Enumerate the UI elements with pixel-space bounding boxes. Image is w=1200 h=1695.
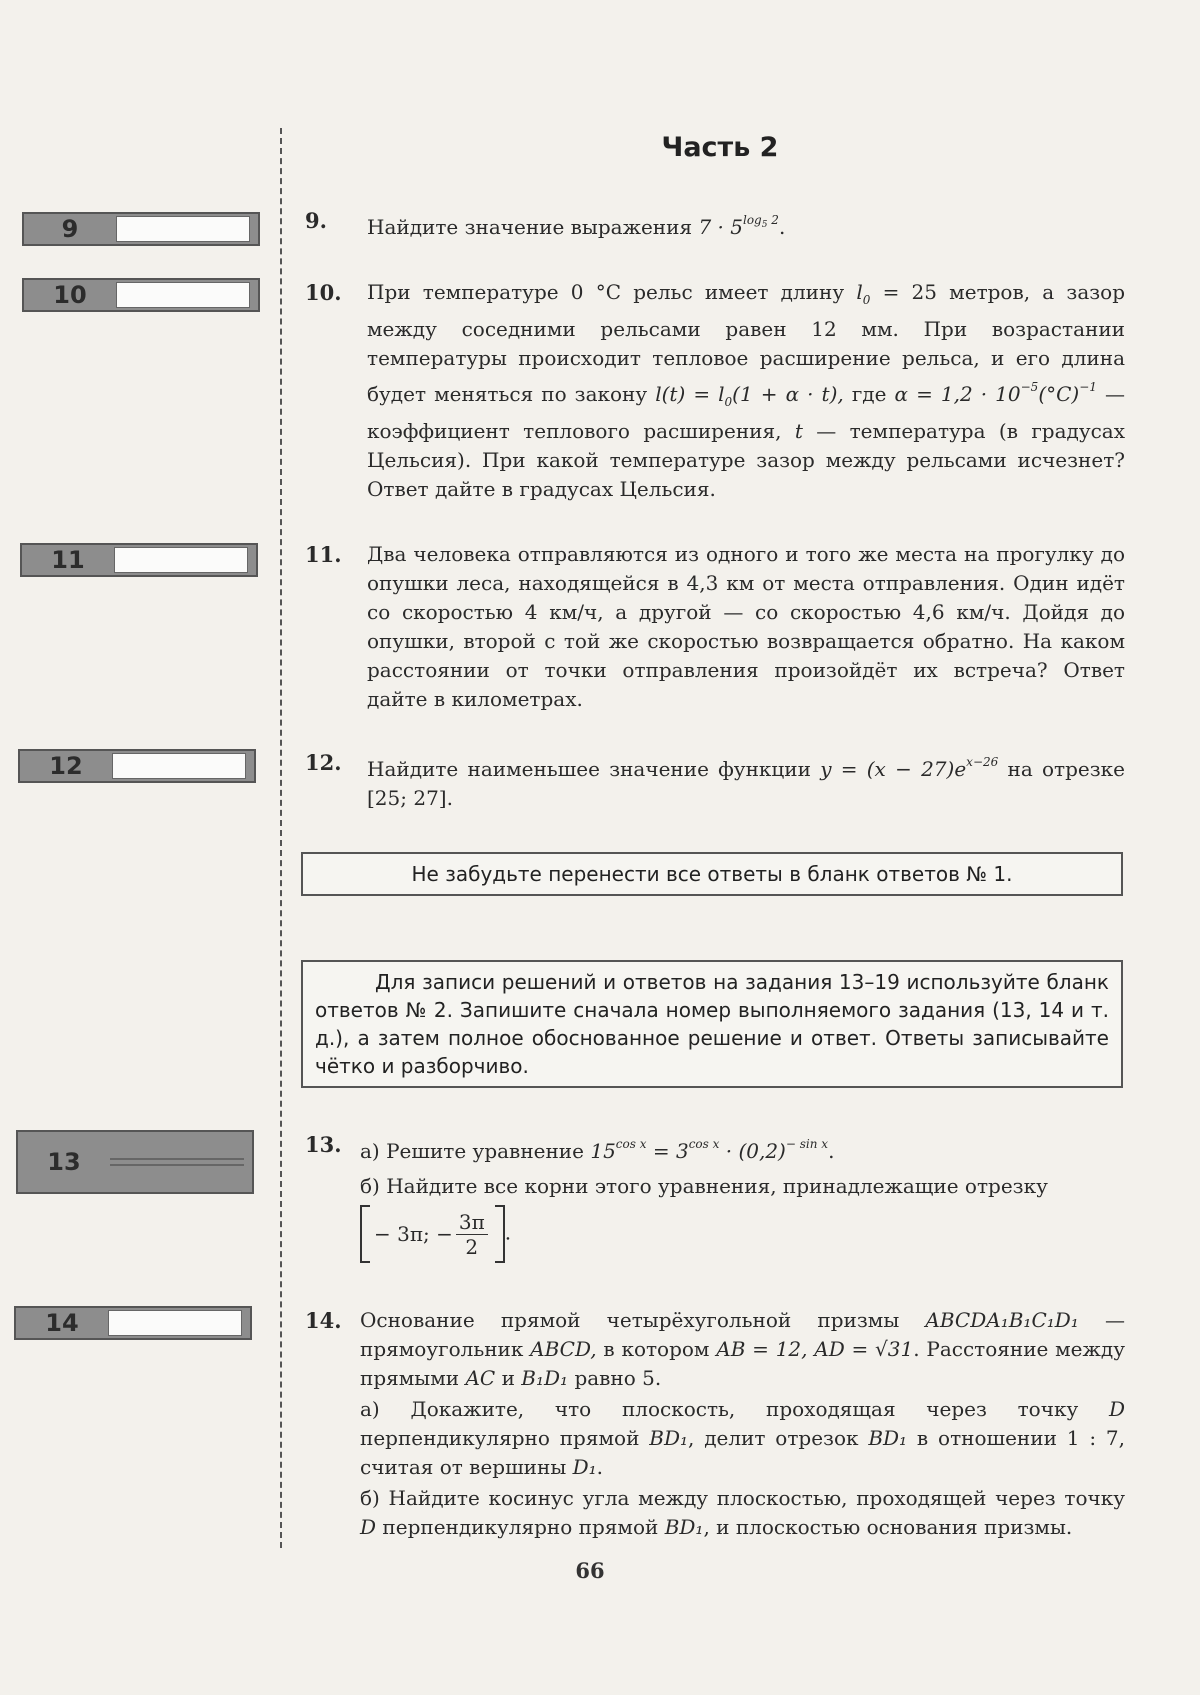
expression: $7 \cdot 5^{log_5 2}$ xyxy=(698,213,779,239)
answer-box-number: 9 xyxy=(61,215,79,243)
answer-field-b[interactable] xyxy=(110,1164,244,1166)
task-number: 12. xyxy=(305,750,342,775)
answer-field[interactable] xyxy=(114,547,248,573)
page-number: 66 xyxy=(575,1558,605,1583)
task-10 xyxy=(305,278,1125,504)
answer-box-14 xyxy=(14,1306,252,1340)
task-number: 10. xyxy=(305,280,342,305)
task-text: Найдите значение выражения xyxy=(367,215,693,239)
answer-field[interactable] xyxy=(116,282,250,308)
task-text: Два человека отправляются из одного и того же места на прогулку до опушки леса, находящейся в 4,3 км от места отправления. Один идёт со скоростью 4 км/ч, а другой — со скоростью 4,6 км/ч. Дойдя до опушки, второй с той же скоростью возвращается обратно. На каком расстоянии от точки отправления произойдёт их встреча? Ответ дайте в километрах. xyxy=(367,542,1125,711)
task-number: 13. xyxy=(305,1132,342,1157)
task-11 xyxy=(305,540,1125,714)
page-title: Часть 2 xyxy=(661,132,779,163)
task-text xyxy=(360,1306,1125,1542)
notice-transfer-answers: Не забудьте перенести все ответы в бланк ответов № 1. xyxy=(301,852,1123,896)
answer-field[interactable] xyxy=(108,1310,242,1336)
task-text xyxy=(360,1130,1125,1263)
task-text: При температуре 0 °C рельс имеет длину $l_0 = 25$ метров, а зазор между соседними рельсами равен 12 мм. При возрастании температуры происходит тепловое расширение рельса, и его длина будет меняться по закону $l(t) = l_0(1 + \alpha \cdot t)$, где $\alpha = 1,2 \cdot 10^{-5}(^\circ C)^{-1}$ — коэффициент теплового расширения, t — температура (в градусах Цельсия). При какой температуре зазор между рельсами исчезнет? Ответ дайте в градусах Цельсия. xyxy=(367,280,1126,501)
answer-box-number: 14 xyxy=(45,1309,79,1337)
answer-box-10 xyxy=(22,278,260,312)
task-text: Найдите наименьшее значение функции $y = (x - 27)e^{x-26}$ на отрезке [25; 27]. xyxy=(367,755,1126,810)
answer-box-number: 13 xyxy=(47,1148,81,1176)
answer-box-13 xyxy=(16,1130,254,1194)
task-number: 11. xyxy=(305,542,342,567)
task-14-a: а) Докажите, что плоскость, проходящая через точку D перпендикулярно прямой BD₁, делит отрезок BD₁ в отношении 1 : 7, считая от вершины D₁. xyxy=(360,1397,1125,1479)
answer-field[interactable] xyxy=(112,753,246,779)
cut-line xyxy=(280,128,282,1548)
task-14-statement: Основание прямой четырёхугольной призмы ABCDA₁B₁C₁D₁ — прямоугольник ABCD, в котором AB = 12, AD = √31. Расстояние между прямыми AC и B₁D₁ равно 5. xyxy=(360,1308,1126,1390)
answer-box-number: 11 xyxy=(51,546,85,574)
task-13-b: б) Найдите все корни этого уравнения, принадлежащие отрезку xyxy=(360,1174,1048,1198)
notice-solutions: Для записи решений и ответов на задания 13–19 используйте бланк ответов № 2. Запишите сначала номер выполняемого задания (13, 14 и т. д.), а затем полное обоснованное решение и ответ. Ответы записывайте чётко и разборчиво. xyxy=(301,960,1123,1088)
answer-field-a[interactable] xyxy=(110,1158,244,1160)
task-13-a: а) Решите уравнение $15^{cos x} = 3^{cos x} \cdot (0,2)^{- sin x}$. xyxy=(360,1137,835,1163)
task-number: 14. xyxy=(305,1308,342,1333)
task-14 xyxy=(305,1306,1125,1544)
task-13 xyxy=(305,1130,1125,1263)
answer-field[interactable] xyxy=(116,216,250,242)
task-number: 9. xyxy=(305,208,327,233)
answer-box-number: 12 xyxy=(49,752,83,780)
answer-box-9 xyxy=(22,212,260,246)
task-14-b: б) Найдите косинус угла между плоскостью, проходящей через точку D перпендикулярно прямой BD₁, и плоскостью основания призмы. xyxy=(360,1486,1125,1539)
task-13-interval: − 3π; − $\frac{3\pi}{2}$ . xyxy=(360,1205,1125,1263)
answer-box-11 xyxy=(20,543,258,577)
task-12 xyxy=(305,748,1125,813)
answer-box-number: 10 xyxy=(53,281,87,309)
answer-box-12 xyxy=(18,749,256,783)
task-9: 9. Найдите значение выражения $7 \cdot 5^{log_5 2}$. xyxy=(305,208,786,239)
